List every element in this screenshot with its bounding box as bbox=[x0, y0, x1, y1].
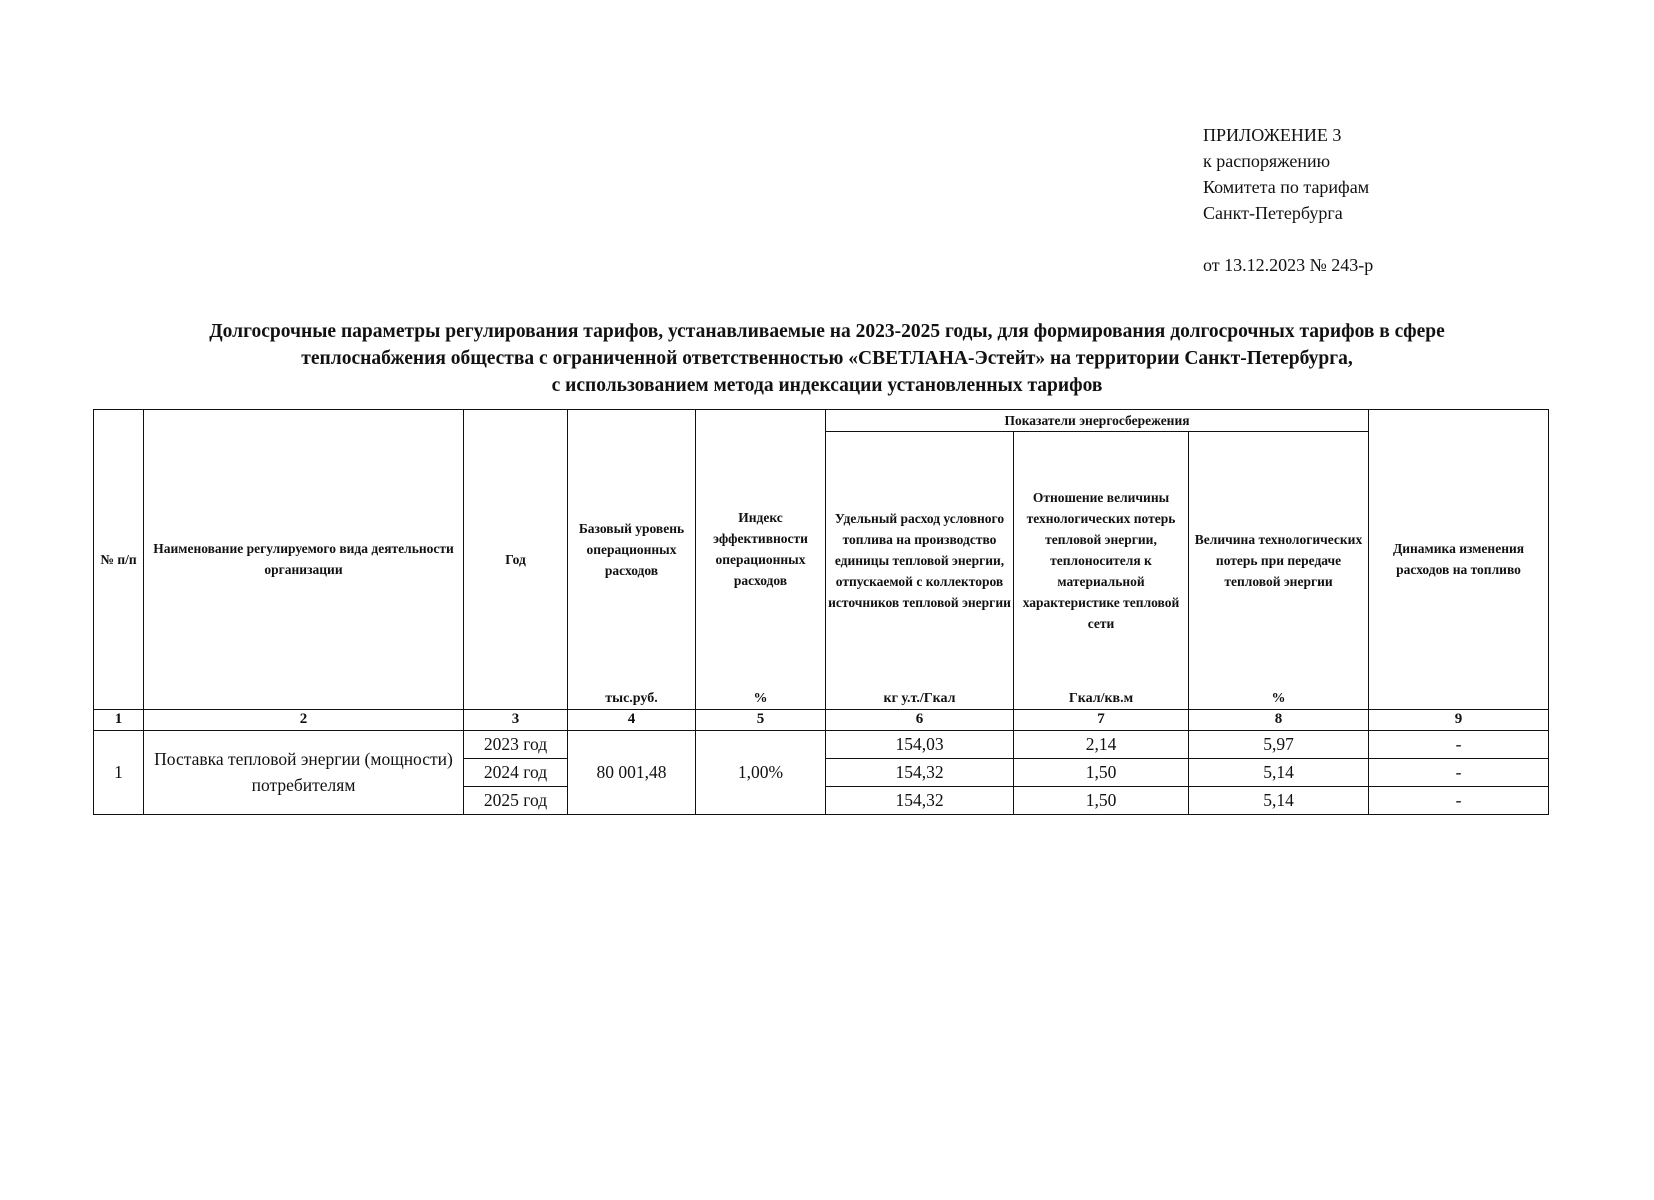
header-base-opex: Базовый уровень операционных расходов bbox=[568, 410, 696, 689]
header-loss-ratio: Отношение величины технологических потерь тепловой энергии, теплоносителя к материальной характеристике тепловой сети bbox=[1014, 432, 1189, 689]
header-row-1 bbox=[94, 410, 1549, 432]
appendix-date: от 13.12.2023 № 243-р bbox=[1203, 255, 1374, 275]
base-opex-value: 80 001,48 bbox=[568, 730, 696, 814]
tariff-parameters-table bbox=[93, 409, 1549, 815]
unit-loss-ratio: Гкал/кв.м bbox=[1014, 689, 1189, 710]
activity-name: Поставка тепловой энергии (мощности) потребителям bbox=[144, 730, 464, 814]
document-title bbox=[60, 318, 1594, 399]
table-row bbox=[94, 730, 1549, 758]
header-fuel-rate: Удельный расход условного топлива на производство единицы тепловой энергии, отпускаемой с коллекторов источников тепловой энергии bbox=[826, 432, 1014, 689]
title-line-1: Долгосрочные параметры регулирования тарифов, устанавливаемые на 2023-2025 годы, для формирования долгосрочных тарифов в сфере bbox=[209, 321, 1445, 342]
row-number: 1 bbox=[94, 730, 144, 814]
unit-fuel-rate: кг у.т./Гкал bbox=[826, 689, 1014, 710]
year-cell: 2025 год bbox=[464, 786, 568, 814]
column-number-row bbox=[94, 709, 1549, 730]
column-number: 6 bbox=[826, 709, 1014, 730]
column-number: 4 bbox=[568, 709, 696, 730]
fuel-dynamics-value: - bbox=[1369, 730, 1549, 758]
unit-efficiency-index: % bbox=[696, 689, 826, 710]
header-year: Год bbox=[464, 410, 568, 710]
efficiency-index-value: 1,00% bbox=[696, 730, 826, 814]
unit-loss-share: % bbox=[1189, 689, 1369, 710]
column-number: 9 bbox=[1369, 709, 1549, 730]
column-number: 3 bbox=[464, 709, 568, 730]
loss-share-value: 5,14 bbox=[1189, 786, 1369, 814]
header-activity: Наименование регулируемого вида деятельности организации bbox=[144, 410, 464, 710]
column-number: 1 bbox=[94, 709, 144, 730]
fuel-rate-value: 154,32 bbox=[826, 786, 1014, 814]
header-efficiency-index: Индекс эффективности операционных расходов bbox=[696, 410, 826, 689]
loss-share-value: 5,97 bbox=[1189, 730, 1369, 758]
column-number: 2 bbox=[144, 709, 464, 730]
column-number: 7 bbox=[1014, 709, 1189, 730]
fuel-dynamics-value: - bbox=[1369, 786, 1549, 814]
fuel-rate-value: 154,03 bbox=[826, 730, 1014, 758]
unit-base-opex: тыс.руб. bbox=[568, 689, 696, 710]
loss-ratio-value: 1,50 bbox=[1014, 786, 1189, 814]
appendix-line-committee: Комитета по тарифам bbox=[1203, 177, 1370, 197]
header-energy-saving-group: Показатели энергосбережения bbox=[826, 410, 1369, 432]
header-number: № п/п bbox=[94, 410, 144, 710]
title-line-2: теплоснабжения общества с ограниченной ответственностью «СВЕТЛАНА-Эстейт» на территории Санкт-Петербурга, bbox=[301, 348, 1353, 369]
appendix-title: ПРИЛОЖЕНИЕ 3 bbox=[1203, 125, 1342, 145]
header-fuel-dynamics: Динамика изменения расходов на топливо bbox=[1369, 410, 1549, 710]
loss-ratio-value: 2,14 bbox=[1014, 730, 1189, 758]
appendix-line-city: Санкт-Петербурга bbox=[1203, 203, 1343, 223]
fuel-dynamics-value: - bbox=[1369, 758, 1549, 786]
appendix-block bbox=[1203, 122, 1373, 278]
title-line-3: с использованием метода индексации установленных тарифов bbox=[551, 375, 1103, 396]
year-cell: 2023 год bbox=[464, 730, 568, 758]
loss-ratio-value: 1,50 bbox=[1014, 758, 1189, 786]
column-number: 5 bbox=[696, 709, 826, 730]
column-number: 8 bbox=[1189, 709, 1369, 730]
appendix-line-decree: к распоряжению bbox=[1203, 151, 1331, 171]
loss-share-value: 5,14 bbox=[1189, 758, 1369, 786]
header-loss-share: Величина технологических потерь при передаче тепловой энергии bbox=[1189, 432, 1369, 689]
year-cell: 2024 год bbox=[464, 758, 568, 786]
fuel-rate-value: 154,32 bbox=[826, 758, 1014, 786]
